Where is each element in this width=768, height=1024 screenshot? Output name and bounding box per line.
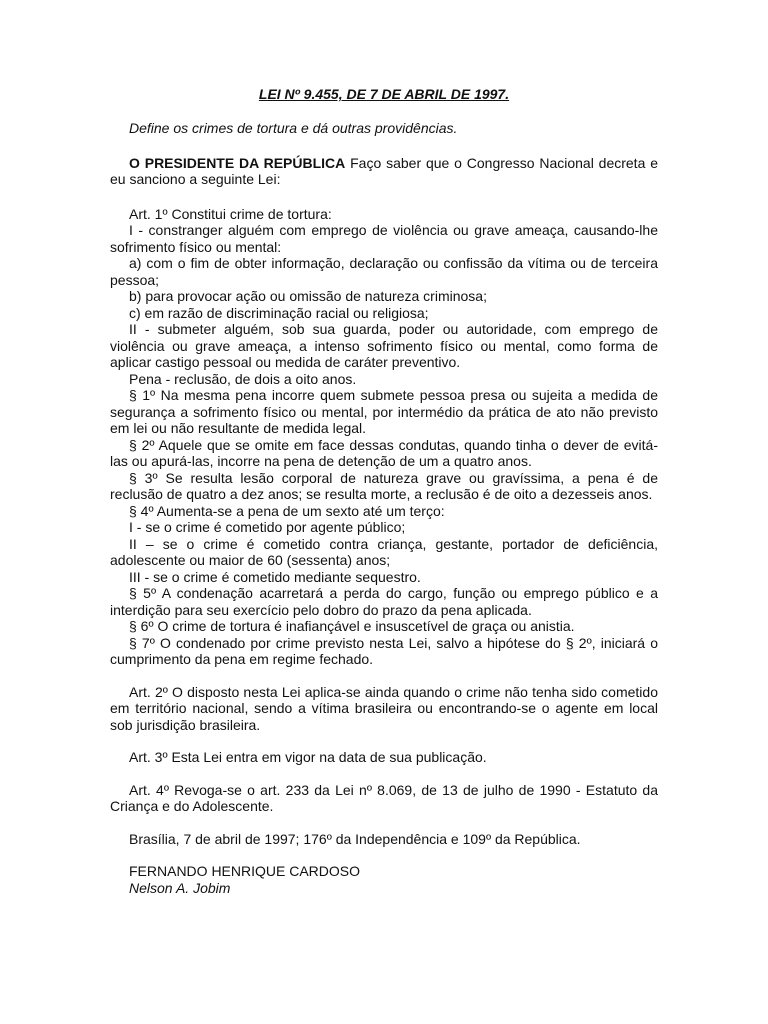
preamble-rest: Faço saber que o Congresso Nacional decreta e eu sanciono a seguinte Lei: — [110, 154, 658, 187]
art1-paragraph-4: § 4º Aumenta-se a pena de um sexto até um terço: — [129, 502, 445, 519]
art1-paragraph-7: § 7º O condenado por crime previsto nesta Lei, salvo a hipótese do § 2º, iniciará o cumprimento da pena em regime fechado. — [110, 634, 658, 667]
law-title: LEI Nº 9.455, DE 7 DE ABRIL DE 1997. — [258, 86, 510, 102]
art1-paragraph-2: § 2º Aquele que se omite em face dessas condutas, quando tinha o dever de evitá-las ou apurá-las, incorre na pena de detenção de um a quatro anos. — [110, 436, 658, 469]
art1-paragraph-4-inciso-2: II – se o crime é cometido contra criança, gestante, portador de deficiência, adolescente ou maior de 60 (sessenta) anos; — [110, 535, 658, 568]
art1-alinea-a: a) com o fim de obter informação, declaração ou confissão da vítima ou de terceira pessoa; — [110, 255, 658, 288]
law-body — [110, 120, 658, 896]
art1-paragraph-4-inciso-3: III - se o crime é cometido mediante sequestro. — [129, 568, 421, 585]
preamble-lead: O PRESIDENTE DA REPÚBLICA — [129, 154, 346, 171]
art4: Art. 4º Revoga-se o art. 233 da Lei nº 8.069, de 13 de julho de 1990 - Estatuto da Criança e do Adolescente. — [110, 781, 658, 814]
date-line: Brasília, 7 de abril de 1997; 176º da Independência e 109º da República. — [129, 830, 581, 847]
art1-paragraph-5: § 5º A condenação acarretará a perda do cargo, função ou emprego público e a interdição para seu exercício pelo dobro do prazo da pena aplicada. — [110, 585, 658, 618]
art1-paragraph-3: § 3º Se resulta lesão corporal de natureza grave ou gravíssima, a pena é de reclusão de quatro a dez anos; se resulta morte, a reclusão é de oito a dezesseis anos. — [110, 469, 658, 502]
art1-pena: Pena - reclusão, de dois a oito anos. — [129, 370, 357, 387]
art1-caput: Art. 1º Constitui crime de tortura: — [129, 205, 332, 222]
art2: Art. 2º O disposto nesta Lei aplica-se ainda quando o crime não tenha sido cometido em território nacional, sendo a vítima brasileira ou encontrando-se o agente em local sob jurisdição brasileira. — [110, 683, 658, 733]
signature-president: FERNANDO HENRIQUE CARDOSO — [129, 863, 361, 879]
art1-paragraph-4-inciso-1: I - se o crime é cometido por agente público; — [129, 519, 406, 535]
art1-paragraph-1: § 1º Na mesma pena incorre quem submete pessoa presa ou sujeita a medida de segurança a sofrimento físico ou mental, por intermédio da prática de ato não previsto em lei ou não resultante de medida legal. — [110, 387, 658, 436]
art1-alinea-b: b) para provocar ação ou omissão de natureza criminosa; — [129, 288, 487, 304]
art1-paragraph-6: § 6º O crime de tortura é inafiançável e insuscetível de graça ou anistia. — [129, 618, 575, 634]
art1-alinea-c: c) em razão de discriminação racial ou religiosa; — [129, 304, 429, 321]
art1-inciso-2: II - submeter alguém, sob sua guarda, poder ou autoridade, com emprego de violência ou grave ameaça, a intenso sofrimento físico ou mental, como forma de aplicar castigo pessoal ou medida de caráter preventivo. — [110, 321, 658, 370]
signature-minister: Nelson A. Jobim — [129, 879, 231, 896]
preamble — [110, 155, 658, 188]
ementa: Define os crimes de tortura e dá outras providências. — [129, 120, 458, 136]
art1-inciso-1: I - constranger alguém com emprego de violência ou grave ameaça, causando-lhe sofrimento físico ou mental: — [110, 222, 658, 255]
art3: Art. 3º Esta Lei entra em vigor na data de sua publicação. — [129, 749, 487, 765]
